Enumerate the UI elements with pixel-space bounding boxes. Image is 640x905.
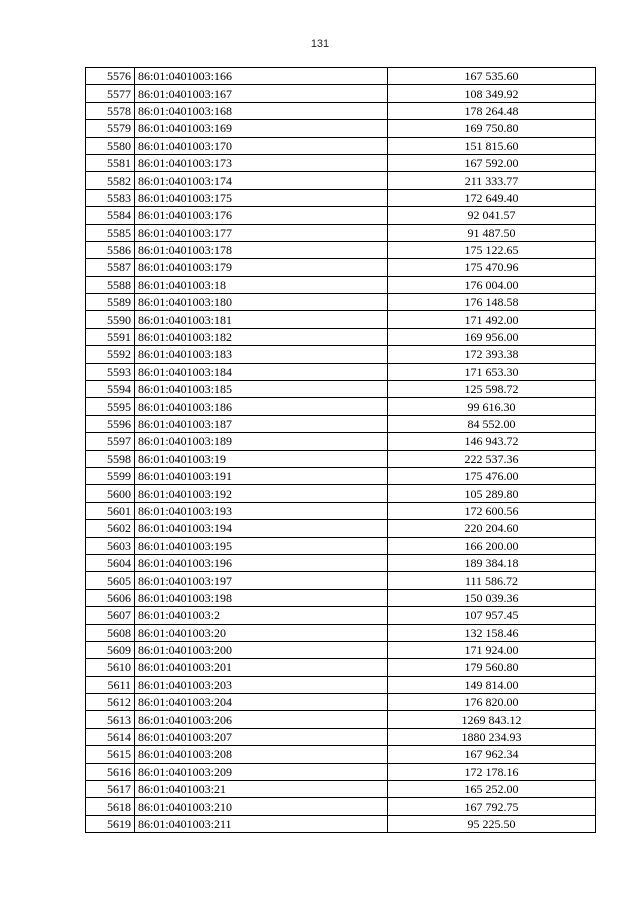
cadastral-number-cell: 86:01:0401003:193 [135, 502, 388, 519]
row-number-cell: 5594 [86, 381, 135, 398]
table-row [86, 502, 596, 519]
table-row [86, 798, 596, 815]
row-number-cell: 5585 [86, 224, 135, 241]
row-number-cell: 5577 [86, 85, 135, 102]
table-row [86, 728, 596, 745]
table-row [86, 415, 596, 432]
table-row [86, 346, 596, 363]
cadastral-number-cell: 86:01:0401003:170 [135, 137, 388, 154]
table-row [86, 537, 596, 554]
table-row [86, 467, 596, 484]
cadastral-number-cell: 86:01:0401003:189 [135, 433, 388, 450]
cadastral-number-cell: 86:01:0401003:169 [135, 120, 388, 137]
table-row [86, 311, 596, 328]
cadastral-number-cell: 86:01:0401003:211 [135, 815, 388, 832]
row-number-cell: 5586 [86, 241, 135, 258]
table-row [86, 172, 596, 189]
cadastral-number-cell: 86:01:0401003:197 [135, 572, 388, 589]
row-number-cell: 5595 [86, 398, 135, 415]
table-row [86, 711, 596, 728]
table-row [86, 746, 596, 763]
cadastral-value-cell: 175 122.65 [388, 241, 596, 258]
cadastral-value-cell: 172 649.40 [388, 189, 596, 206]
cadastral-value-cell: 172 393.38 [388, 346, 596, 363]
cadastral-value-cell: 92 041.57 [388, 207, 596, 224]
row-number-cell: 5589 [86, 294, 135, 311]
table-row [86, 694, 596, 711]
cadastral-value-cell: 169 956.00 [388, 328, 596, 345]
cadastral-value-cell: 125 598.72 [388, 381, 596, 398]
cadastral-value-cell: 189 384.18 [388, 554, 596, 571]
table-row [86, 189, 596, 206]
cadastral-number-cell: 86:01:0401003:191 [135, 467, 388, 484]
cadastral-number-cell: 86:01:0401003:19 [135, 450, 388, 467]
row-number-cell: 5599 [86, 467, 135, 484]
table-row [86, 572, 596, 589]
table-row [86, 589, 596, 606]
row-number-cell: 5614 [86, 728, 135, 745]
row-number-cell: 5613 [86, 711, 135, 728]
table-row [86, 624, 596, 641]
table-row [86, 294, 596, 311]
cadastral-number-cell: 86:01:0401003:195 [135, 537, 388, 554]
cadastral-value-cell: 166 200.00 [388, 537, 596, 554]
row-number-cell: 5617 [86, 781, 135, 798]
row-number-cell: 5612 [86, 694, 135, 711]
table-row [86, 398, 596, 415]
row-number-cell: 5591 [86, 328, 135, 345]
cadastral-value-cell: 150 039.36 [388, 589, 596, 606]
cadastral-value-cell: 169 750.80 [388, 120, 596, 137]
cadastral-number-cell: 86:01:0401003:201 [135, 659, 388, 676]
cadastral-value-cell: 167 792.75 [388, 798, 596, 815]
cadastral-value-cell: 99 616.30 [388, 398, 596, 415]
row-number-cell: 5578 [86, 102, 135, 119]
cadastral-value-cell: 220 204.60 [388, 520, 596, 537]
cadastral-value-cell: 95 225.50 [388, 815, 596, 832]
cadastral-number-cell: 86:01:0401003:173 [135, 154, 388, 171]
cadastral-value-cell: 149 814.00 [388, 676, 596, 693]
cadastral-number-cell: 86:01:0401003:177 [135, 224, 388, 241]
cadastral-value-cell: 176 820.00 [388, 694, 596, 711]
cadastral-value-cell: 1880 234.93 [388, 728, 596, 745]
cadastral-value-cell: 172 178.16 [388, 763, 596, 780]
cadastral-number-cell: 86:01:0401003:206 [135, 711, 388, 728]
cadastral-number-cell: 86:01:0401003:182 [135, 328, 388, 345]
cadastral-number-cell: 86:01:0401003:204 [135, 694, 388, 711]
cadastral-number-cell: 86:01:0401003:2 [135, 607, 388, 624]
cadastral-number-cell: 86:01:0401003:174 [135, 172, 388, 189]
cadastral-value-cell: 176 148.58 [388, 294, 596, 311]
cadastral-number-cell: 86:01:0401003:168 [135, 102, 388, 119]
row-number-cell: 5619 [86, 815, 135, 832]
cadastral-value-cell: 165 252.00 [388, 781, 596, 798]
cadastral-number-cell: 86:01:0401003:166 [135, 68, 388, 85]
cadastral-value-cell: 171 492.00 [388, 311, 596, 328]
row-number-cell: 5607 [86, 607, 135, 624]
cadastral-value-cell: 132 158.46 [388, 624, 596, 641]
table-row [86, 137, 596, 154]
row-number-cell: 5603 [86, 537, 135, 554]
row-number-cell: 5596 [86, 415, 135, 432]
table-row [86, 276, 596, 293]
table-row [86, 607, 596, 624]
row-number-cell: 5588 [86, 276, 135, 293]
table-row [86, 102, 596, 119]
cadastral-value-cell: 167 592.00 [388, 154, 596, 171]
cadastral-number-cell: 86:01:0401003:21 [135, 781, 388, 798]
cadastral-number-cell: 86:01:0401003:180 [135, 294, 388, 311]
table-row [86, 781, 596, 798]
table-row [86, 207, 596, 224]
cadastral-number-cell: 86:01:0401003:181 [135, 311, 388, 328]
table-row [86, 641, 596, 658]
cadastral-number-cell: 86:01:0401003:167 [135, 85, 388, 102]
table-row [86, 763, 596, 780]
page-number: 131 [310, 38, 330, 50]
row-number-cell: 5609 [86, 641, 135, 658]
table-row [86, 815, 596, 832]
cadastral-value-cell: 146 943.72 [388, 433, 596, 450]
row-number-cell: 5593 [86, 363, 135, 380]
cadastral-number-cell: 86:01:0401003:179 [135, 259, 388, 276]
cadastral-number-cell: 86:01:0401003:203 [135, 676, 388, 693]
cadastral-value-cell: 171 653.30 [388, 363, 596, 380]
cadastral-value-cell: 167 962.34 [388, 746, 596, 763]
row-number-cell: 5584 [86, 207, 135, 224]
cadastral-number-cell: 86:01:0401003:176 [135, 207, 388, 224]
cadastral-number-cell: 86:01:0401003:200 [135, 641, 388, 658]
table-row [86, 68, 596, 85]
cadastral-number-cell: 86:01:0401003:207 [135, 728, 388, 745]
cadastral-value-cell: 1269 843.12 [388, 711, 596, 728]
cadastral-value-cell: 179 560.80 [388, 659, 596, 676]
row-number-cell: 5600 [86, 485, 135, 502]
cadastral-value-cell: 222 537.36 [388, 450, 596, 467]
table-row [86, 120, 596, 137]
cadastral-value-cell: 167 535.60 [388, 68, 596, 85]
cadastral-number-cell: 86:01:0401003:198 [135, 589, 388, 606]
table-row [86, 485, 596, 502]
row-number-cell: 5616 [86, 763, 135, 780]
row-number-cell: 5590 [86, 311, 135, 328]
row-number-cell: 5611 [86, 676, 135, 693]
cadastral-value-cell: 108 349.92 [388, 85, 596, 102]
table-row [86, 433, 596, 450]
cadastral-number-cell: 86:01:0401003:183 [135, 346, 388, 363]
cadastral-number-cell: 86:01:0401003:185 [135, 381, 388, 398]
cadastral-number-cell: 86:01:0401003:192 [135, 485, 388, 502]
cadastral-value-cell: 175 470.96 [388, 259, 596, 276]
cadastral-number-cell: 86:01:0401003:178 [135, 241, 388, 258]
table-row [86, 328, 596, 345]
row-number-cell: 5608 [86, 624, 135, 641]
cadastral-number-cell: 86:01:0401003:209 [135, 763, 388, 780]
table-row [86, 554, 596, 571]
cadastral-value-cell: 178 264.48 [388, 102, 596, 119]
cadastral-number-cell: 86:01:0401003:210 [135, 798, 388, 815]
table-row [86, 676, 596, 693]
cadastral-value-cell: 211 333.77 [388, 172, 596, 189]
cadastral-value-cell: 175 476.00 [388, 467, 596, 484]
cadastral-value-cell: 105 289.80 [388, 485, 596, 502]
row-number-cell: 5592 [86, 346, 135, 363]
row-number-cell: 5579 [86, 120, 135, 137]
row-number-cell: 5602 [86, 520, 135, 537]
cadastral-number-cell: 86:01:0401003:175 [135, 189, 388, 206]
table-row [86, 85, 596, 102]
cadastral-value-cell: 176 004.00 [388, 276, 596, 293]
row-number-cell: 5605 [86, 572, 135, 589]
cadastral-value-cell: 111 586.72 [388, 572, 596, 589]
cadastral-number-cell: 86:01:0401003:194 [135, 520, 388, 537]
row-number-cell: 5618 [86, 798, 135, 815]
row-number-cell: 5610 [86, 659, 135, 676]
row-number-cell: 5583 [86, 189, 135, 206]
cadastral-number-cell: 86:01:0401003:20 [135, 624, 388, 641]
cadastral-number-cell: 86:01:0401003:184 [135, 363, 388, 380]
table-row [86, 241, 596, 258]
row-number-cell: 5598 [86, 450, 135, 467]
row-number-cell: 5576 [86, 68, 135, 85]
table-row [86, 659, 596, 676]
cadastral-number-cell: 86:01:0401003:208 [135, 746, 388, 763]
table-row [86, 154, 596, 171]
table-row [86, 381, 596, 398]
row-number-cell: 5581 [86, 154, 135, 171]
cadastral-value-table [85, 67, 596, 833]
row-number-cell: 5606 [86, 589, 135, 606]
row-number-cell: 5597 [86, 433, 135, 450]
cadastral-number-cell: 86:01:0401003:187 [135, 415, 388, 432]
cadastral-number-cell: 86:01:0401003:196 [135, 554, 388, 571]
row-number-cell: 5582 [86, 172, 135, 189]
row-number-cell: 5604 [86, 554, 135, 571]
cadastral-value-cell: 171 924.00 [388, 641, 596, 658]
cadastral-number-cell: 86:01:0401003:186 [135, 398, 388, 415]
table-body [86, 68, 596, 833]
table-row [86, 363, 596, 380]
cadastral-value-cell: 91 487.50 [388, 224, 596, 241]
row-number-cell: 5587 [86, 259, 135, 276]
cadastral-value-cell: 151 815.60 [388, 137, 596, 154]
table-row [86, 450, 596, 467]
cadastral-number-cell: 86:01:0401003:18 [135, 276, 388, 293]
row-number-cell: 5580 [86, 137, 135, 154]
cadastral-value-cell: 84 552.00 [388, 415, 596, 432]
table-row [86, 520, 596, 537]
table-row [86, 259, 596, 276]
row-number-cell: 5601 [86, 502, 135, 519]
row-number-cell: 5615 [86, 746, 135, 763]
cadastral-value-cell: 107 957.45 [388, 607, 596, 624]
cadastral-value-cell: 172 600.56 [388, 502, 596, 519]
table-row [86, 224, 596, 241]
